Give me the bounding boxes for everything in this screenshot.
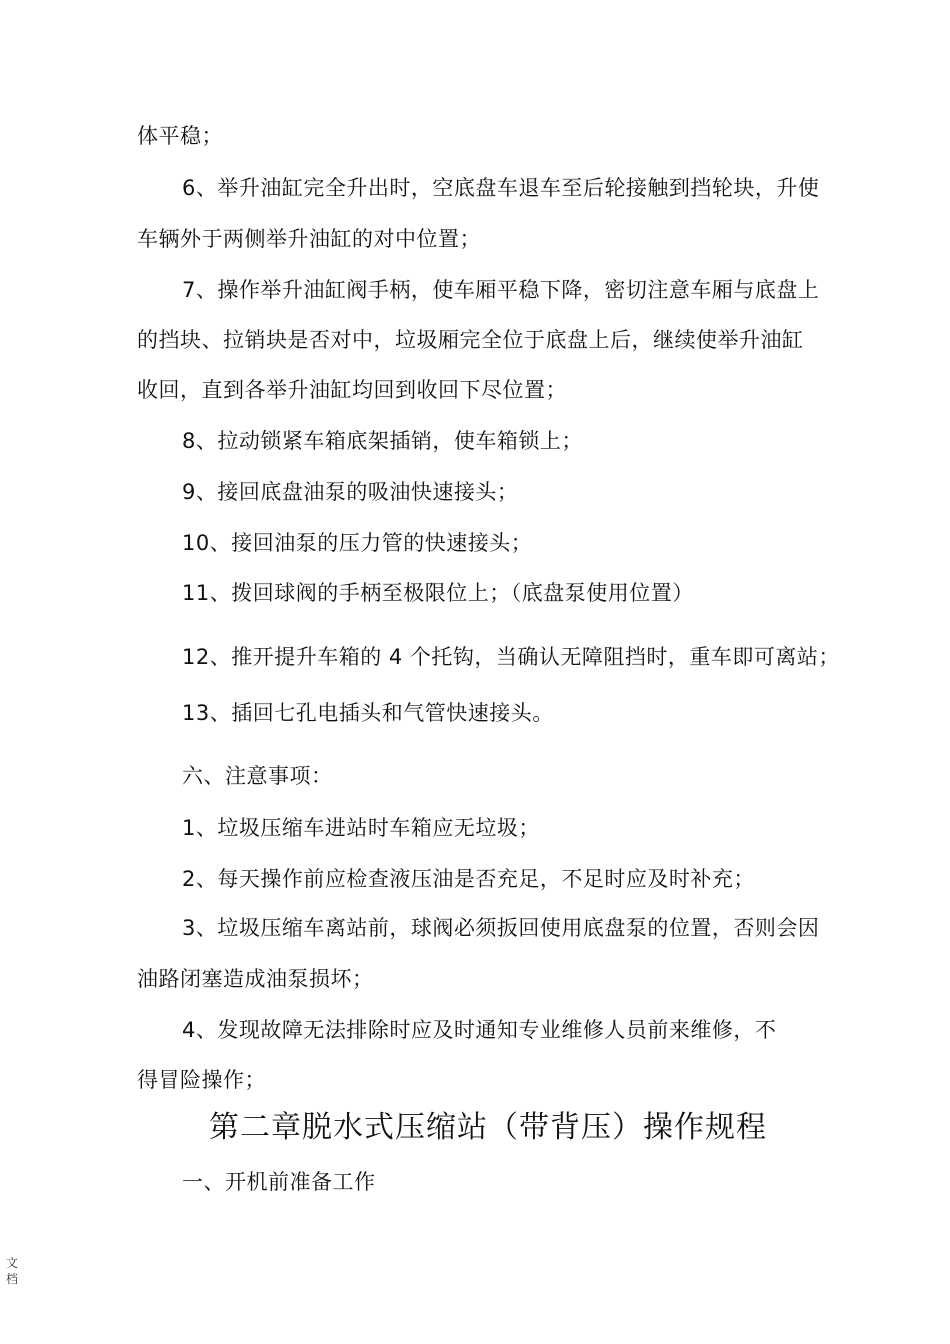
- section-heading-preparation: 一、开机前准备工作: [182, 1170, 376, 1194]
- text-line: 的挡块、拉销块是否对中，垃圾厢完全位于底盘上后，继续使举升油缸: [137, 328, 804, 352]
- list-item-11: 11、拨回球阀的手柄至极限位上；（底盘泵使用位置）: [182, 581, 694, 605]
- list-item-13: 13、插回七孔电插头和气管快速接头。: [182, 701, 554, 725]
- note-item-4: 4、发现故障无法排除时应及时通知专业维修人员前来维修，不: [182, 1018, 777, 1042]
- list-item-6: 6、举升油缸完全升出时，空底盘车退车至后轮接触到挡轮块，升使: [182, 176, 820, 200]
- side-note: 文档: [6, 1256, 19, 1286]
- text-line: 体平稳；: [137, 124, 223, 148]
- note-item-1: 1、垃圾压缩车进站时车箱应无垃圾；: [182, 816, 540, 840]
- note-item-3: 3、垃圾压缩车离站前，球阀必须扳回使用底盘泵的位置，否则会因: [182, 916, 820, 940]
- list-item-12: 12、推开提升车箱的 4 个托钩，当确认无障阻挡时，重车即可离站；: [182, 645, 840, 669]
- chapter-title: 第二章脱水式压缩站（带背压）操作规程: [209, 1110, 767, 1145]
- text-line: 收回，直到各举升油缸均回到收回下尽位置；: [137, 378, 567, 402]
- list-item-9: 9、接回底盘油泵的吸油快速接头；: [182, 480, 519, 504]
- list-item-8: 8、拉动锁紧车箱底架插销，使车箱锁上；: [182, 429, 583, 453]
- text-line: 车辆外于两侧举升油缸的对中位置；: [137, 227, 481, 251]
- note-item-2: 2、每天操作前应检查液压油是否充足，不足时应及时补充；: [182, 867, 755, 891]
- list-item-7: 7、操作举升油缸阀手柄，使车厢平稳下降，密切注意车厢与底盘上: [182, 278, 820, 302]
- text-line: 油路闭塞造成油泵损坏；: [137, 967, 374, 991]
- list-item-10: 10、接回油泵的压力管的快速接头；: [182, 531, 533, 555]
- section-heading-notes: 六、注意事项：: [182, 764, 333, 788]
- text-line: 得冒险操作；: [137, 1068, 266, 1092]
